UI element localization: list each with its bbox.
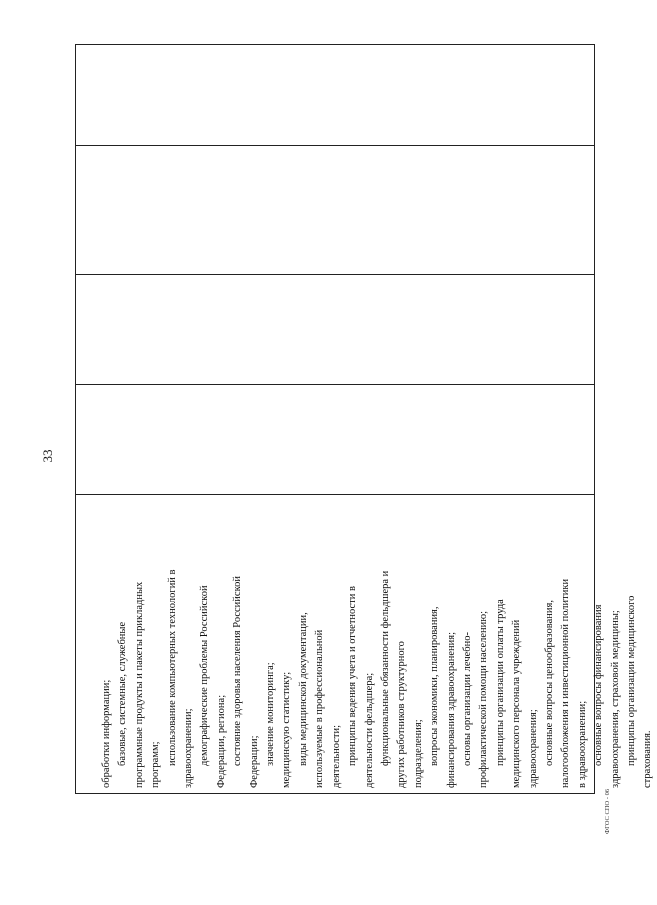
table-column-3: [76, 274, 594, 384]
content-line: профилактической помощи населению;: [478, 610, 490, 788]
table-column-2: [76, 384, 594, 494]
content-line: функциональные обязанности фельдшера и: [379, 570, 391, 766]
content-line: состояние здоровья населения Российской: [232, 575, 244, 766]
content-text-block: [99, 497, 654, 788]
page-number: 33: [40, 449, 55, 463]
content-line: медицинского персонала учреждений: [511, 619, 523, 788]
content-line: используемые в профессиональной: [314, 629, 326, 788]
content-line: налогообложения и инвестиционной политики: [560, 578, 572, 788]
content-line: подразделения;: [412, 719, 424, 788]
content-line: базовые, системные, служебные: [117, 621, 129, 766]
content-line: программные продукты и пакеты прикладных: [133, 581, 145, 788]
content-line: принципы организации оплаты труда: [494, 599, 506, 766]
table-column-4: [76, 145, 594, 275]
content-line: основные вопросы финансирования: [593, 604, 605, 766]
content-line: деятельности;: [330, 724, 342, 788]
table-column-content: [76, 494, 654, 793]
content-line: виды медицинской документации,: [297, 612, 309, 766]
content-line: вопросы экономики, планирования,: [429, 606, 441, 766]
content-line: принципы организации медицинского: [626, 595, 637, 766]
content-line: финансирования здравоохранения;: [445, 631, 457, 788]
content-line: использование компьютерных технологий в: [166, 569, 178, 766]
content-line: здравоохранении;: [183, 708, 195, 788]
content-line: других работников структурного: [396, 641, 408, 788]
content-line: деятельности фельдшера;: [363, 672, 375, 788]
content-line: страхования.: [642, 730, 654, 788]
content-line: Федерации, региона;: [215, 694, 227, 788]
content-line: здравоохранения;: [527, 709, 539, 788]
content-line: принципы ведения учета и отчетности в: [347, 585, 359, 766]
content-line: обработки информации;: [101, 679, 112, 788]
content-line: демографические проблемы Российской: [199, 585, 211, 766]
content-line: здравоохранения, страховой медицины;: [609, 610, 621, 788]
content-line: Федерации;: [248, 735, 260, 788]
content-line: значение мониторинга;: [265, 662, 277, 766]
footer-code: ФГОС СПО - 06: [604, 788, 611, 834]
curriculum-table: [75, 44, 654, 794]
content-line: программ;: [150, 741, 162, 788]
rotated-table-sheet: [75, 44, 654, 794]
content-line: в здравоохранении;: [576, 700, 588, 788]
table-column-5: [76, 45, 594, 145]
content-line: медицинскую статистику;: [281, 671, 293, 788]
content-line: основы организации лечебно-: [461, 632, 473, 766]
content-line: основные вопросы ценообразования,: [543, 600, 555, 766]
